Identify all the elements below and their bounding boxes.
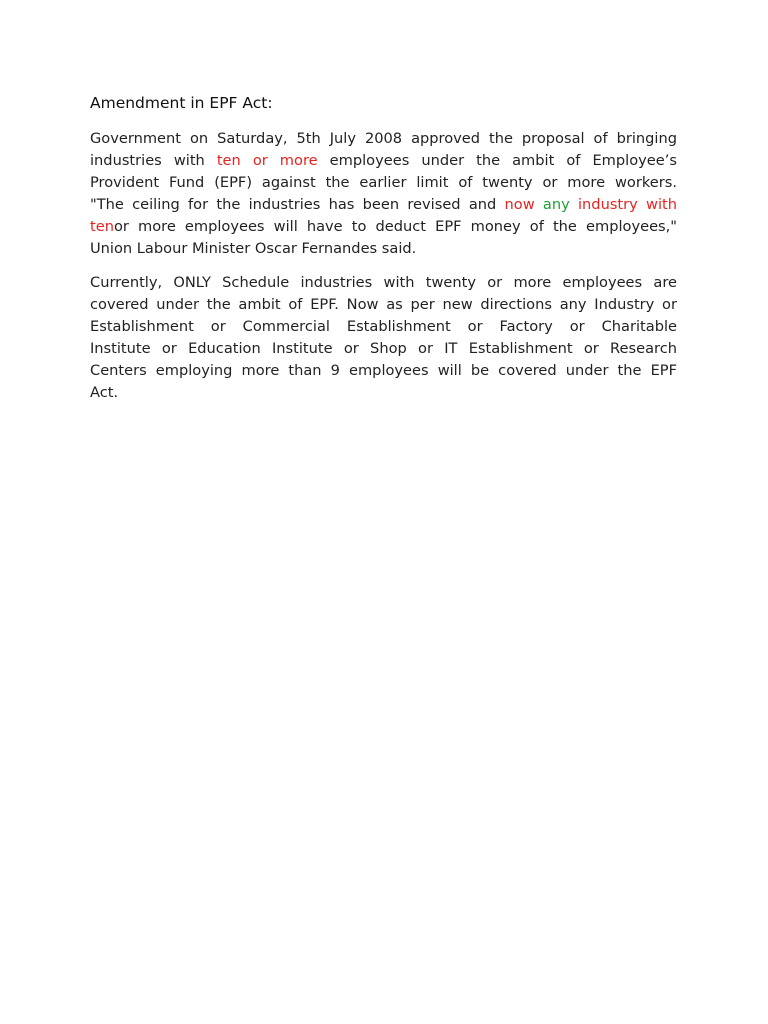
text-run: or more employees will have to deduct EPF money of the employees," [113,218,677,235]
paragraph-2-line-5: Centers employing more than 9 employees will be covered under the EPF [90,362,677,379]
highlight-ten: ten [90,218,114,235]
paragraph-2-line-2: covered under the ambit of EPF. Now as per new directions any Industry or [90,296,677,313]
document-heading: Amendment in EPF Act: [90,94,273,112]
paragraph-1-line-1: Government on Saturday, 5th July 2008 approved the proposal of bringing [90,130,677,147]
highlight-any: any [534,196,570,213]
paragraph-2-line-6: Act. [90,384,119,401]
highlight-now: now [504,196,535,213]
paragraph-1-line-6: Union Labour Minister Oscar Fernandes said. [90,240,417,257]
paragraph-2-line-3: Establishment or Commercial Establishment or Factory or Charitable [90,318,677,335]
paragraph-1-line-3: Provident Fund (EPF) against the earlier limit of twenty or more workers. [90,174,677,191]
paragraph-2 [90,272,677,404]
text-run: employees under the ambit of Employee’s [317,152,677,169]
paragraph-1-line-4 [90,194,677,216]
text-run: "The ceiling for the industries has been revised and [90,196,505,213]
paragraph-1 [90,128,677,260]
paragraph-2-line-4: Institute or Education Institute or Shop or IT Establishment or Research [90,340,677,357]
document-page [90,92,677,416]
highlight-industry-with: industry with [569,196,677,213]
highlight-ten-or-more: ten or more [216,152,318,169]
paragraph-1-line-5 [90,216,677,238]
paragraph-2-line-1: Currently, ONLY Schedule industries with twenty or more employees are [90,274,677,291]
text-run: industries with [90,152,217,169]
paragraph-1-line-2 [90,150,677,172]
